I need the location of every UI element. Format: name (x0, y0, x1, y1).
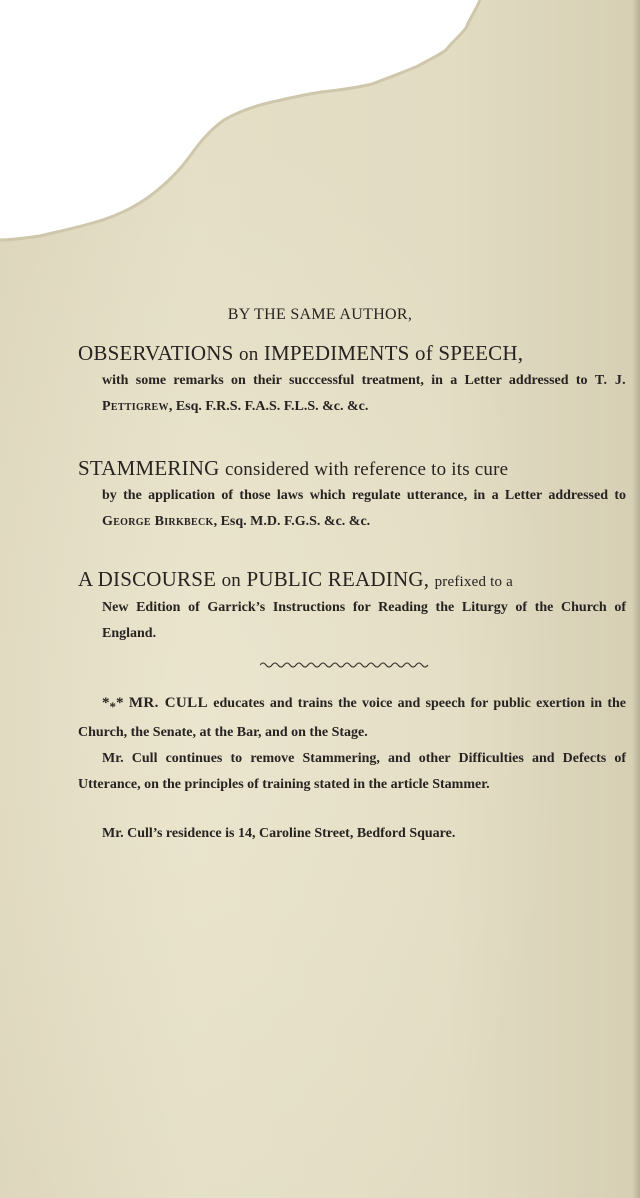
entry-title-connector: on (221, 570, 242, 591)
wavy-divider (260, 660, 430, 670)
entry-discourse (78, 566, 626, 647)
entry-description (102, 483, 626, 535)
page-spine-shadow (632, 0, 640, 1198)
entry-title-rest: PUBLIC READING, (246, 567, 430, 591)
entry-observations (78, 340, 626, 420)
entry-title-rest: IMPEDIMENTS of SPEECH, (263, 341, 524, 365)
entry-title (78, 566, 626, 595)
entry-body-start: with some remarks on their succcessful treatment, in a Letter addressed to (102, 373, 595, 388)
entry-stammering (78, 455, 626, 535)
entry-title-main: A DISCOURSE (78, 567, 217, 591)
entry-title (78, 340, 626, 368)
entry-body-start: New Edition of Garrick’s Instructions for Reading the Liturgy of the Church of England. (102, 600, 626, 641)
asterism-star-right: * (116, 695, 124, 711)
entry-description (102, 595, 626, 647)
notice-text: educates and trains the voice and speech for public exertion in the Church, the Senate, at the Bar, and on the Stage. (78, 696, 627, 740)
stammering-paragraph: Mr. Cull continues to remove Stammering, and other Difficulties and Defects of Utterance, on the principles of training stated in the article Stammer. (78, 751, 626, 792)
entry-body-end: , Esq. F.R.S. F.A.S. F.L.S. &c. &c. (168, 399, 369, 414)
entry-body-start: by the application of those laws which regulate utterance, in a Letter addressed to (102, 488, 626, 503)
torn-corner (0, 0, 640, 260)
entry-title-main: STAMMERING (78, 456, 220, 480)
entry-body-end: , Esq. M.D. F.G.S. &c. &c. (213, 514, 371, 529)
asterism (102, 695, 124, 714)
entry-title-rest: considered with reference to its cure (224, 459, 509, 480)
entry-title-connector: on (239, 344, 259, 365)
asterism-star-bottom: * (109, 699, 116, 714)
entry-title (78, 455, 626, 483)
page-heading: BY THE SAME AUTHOR, (227, 306, 413, 323)
entry-title-tail: prefixed to a (434, 574, 513, 590)
entry-body-name: T. J. Pettigrew (102, 373, 626, 414)
entry-body-name: George Birkbeck (102, 514, 214, 529)
notice-name: MR. CULL (128, 695, 208, 711)
notice-paragraph (78, 690, 626, 746)
entry-description (102, 368, 626, 420)
entry-title-main: OBSERVATIONS (78, 341, 234, 365)
residence-line: Mr. Cull’s residence is 14, Caroline Street, Bedford Square. (102, 826, 456, 841)
asterism-star-left: * (102, 695, 110, 711)
